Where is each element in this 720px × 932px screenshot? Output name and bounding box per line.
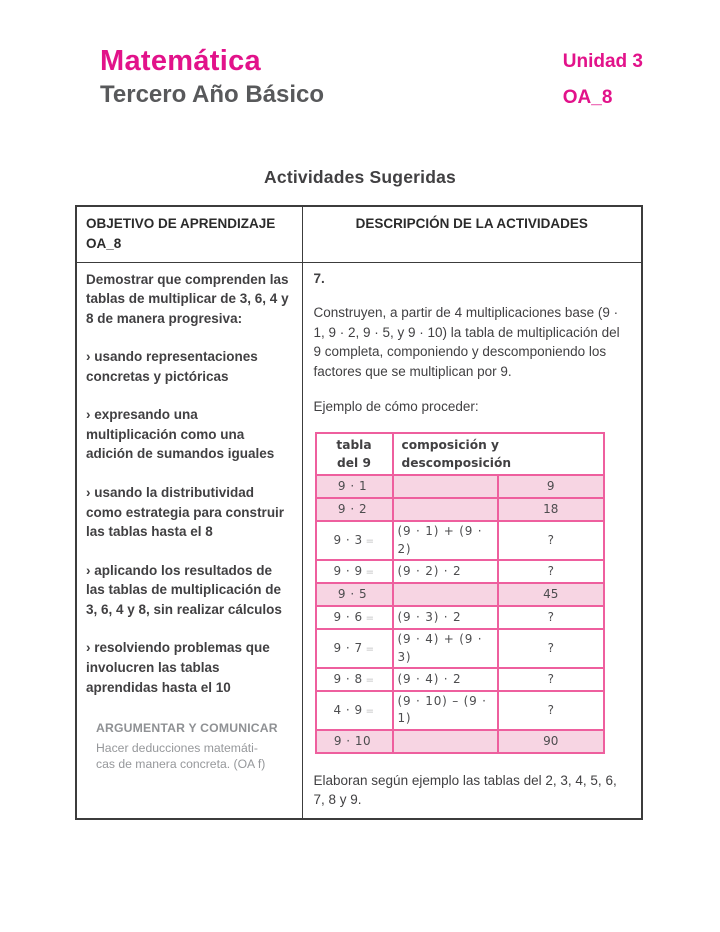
mult-expr: 9 · 3 (333, 533, 363, 548)
mult-table-header-row (316, 433, 604, 476)
mult-result: 90 (498, 730, 604, 753)
mult-expr: 9 · 10 (333, 733, 372, 748)
mult-table-row (316, 730, 604, 753)
section-title: Actividades Sugeridas (264, 167, 456, 187)
mult-result: 18 (498, 498, 604, 521)
objective-bullet: › resolviendo problemas que involucren las tablas aprendidas hasta el 10 (86, 640, 270, 695)
mult-result: ? (498, 691, 604, 730)
activity-paragraph: Construyen, a partir de 4 multiplicaciones base (9 · 1, 9 · 2, 9 · 5, y 9 · 10) la tabla de multiplicación del 9 completa, componiendo y descomponiendo los factores que se multiplican por 9. (313, 305, 620, 379)
equals-sign: = (365, 536, 375, 548)
mult-result: 9 (498, 475, 604, 498)
objective-cell (76, 262, 302, 819)
mult-table-row (316, 583, 604, 606)
mult-result: 45 (498, 583, 604, 606)
mult-expr: 9 · 5 (337, 587, 368, 601)
mult-composition: (9 · 4) · 2 (393, 668, 499, 691)
equals-sign: = (365, 643, 375, 655)
skill-note-title: ARGUMENTAR Y COMUNICAR (96, 721, 278, 736)
equals-sign: = (365, 705, 375, 717)
mult-composition (393, 475, 499, 498)
description-cell (302, 262, 642, 819)
mult-result: ? (498, 606, 604, 629)
unit-block (563, 44, 643, 110)
unit-label: Unidad 3 (562, 51, 643, 72)
mult-composition (393, 498, 499, 521)
equals-sign: = (365, 674, 375, 686)
document-header (100, 44, 643, 110)
mult-expr: 9 · 6 (333, 610, 363, 624)
mult-composition: (9 · 1) + (9 · 2) (393, 521, 499, 560)
mult-table-row (316, 606, 604, 629)
mult-expr: 9 · 7 (333, 640, 363, 655)
equals-sign: = (365, 613, 375, 624)
mult-expr: 9 · 1 (337, 479, 368, 494)
mult-table-header-right: composición y descomposición (393, 433, 604, 476)
objective-bullet: › usando la distributividad como estrategia para construir las tablas hasta el 8 (86, 485, 285, 540)
mult-composition (393, 730, 499, 753)
activities-table (75, 205, 643, 820)
mult-result: ? (498, 560, 604, 583)
skill-note (96, 720, 292, 772)
mult-composition (393, 583, 499, 606)
objective-bullet: › aplicando los resultados de las tablas de multiplicación de 3, 6, 4 y 8, sin realizar cálculos (86, 562, 282, 617)
activities-table-body-row (76, 262, 642, 819)
oa-label: OA_8 (562, 86, 613, 108)
doc-subtitle: Tercero Año Básico (100, 80, 325, 108)
title-block (100, 44, 324, 110)
doc-title: Matemática (100, 45, 261, 77)
mult-table-row (316, 668, 604, 691)
mult-composition: (9 · 4) + (9 · 3) (393, 629, 499, 668)
multiplication-table (315, 432, 605, 754)
mult-table-header-left: tabla del 9 (316, 433, 393, 476)
example-label: Ejemplo de cómo proceder: (313, 399, 479, 415)
activity-number: 7. (313, 270, 325, 286)
mult-table-row (316, 560, 604, 583)
mult-table-row (316, 691, 604, 730)
objective-column-header: OBJETIVO DE APRENDIZAJE OA_8 (76, 206, 302, 262)
description-column-header: DESCRIPCIÓN DE LA ACTIVIDADES (302, 206, 642, 262)
mult-composition: (9 · 2) · 2 (393, 560, 499, 583)
closing-paragraph: Elaboran según ejemplo las tablas del 2, 3, 4, 5, 6, 7, 8 y 9. (313, 772, 617, 808)
objective-bullet: › expresando una multiplicación como una adición de sumandos iguales (86, 407, 275, 462)
mult-composition: (9 · 10) – (9 · 1) (393, 691, 499, 730)
mult-expr: 4 · 9 (333, 702, 363, 717)
mult-result: ? (498, 668, 604, 691)
equals-sign: = (365, 567, 375, 578)
skill-note-line: Hacer deducciones matemáti- (96, 740, 258, 755)
mult-result: ? (498, 521, 604, 560)
mult-expr: 9 · 9 (333, 564, 363, 578)
mult-table-row (316, 475, 604, 498)
mult-expr: 9 · 8 (333, 671, 363, 686)
mult-result: ? (498, 629, 604, 668)
mult-composition: (9 · 3) · 2 (393, 606, 499, 629)
mult-table-row (316, 498, 604, 521)
objective-intro: Demostrar que comprenden las tablas de multiplicar de 3, 6, 4 y 8 de manera progresiva: (86, 271, 289, 326)
objective-bullet: › usando representaciones concretas y pictóricas (86, 349, 258, 384)
mult-table-row (316, 521, 604, 560)
mult-expr: 9 · 2 (337, 502, 368, 517)
activities-table-header-row (76, 206, 642, 262)
mult-table-row (316, 629, 604, 668)
skill-note-line: cas de manera concreta. (OA f) (96, 757, 266, 771)
